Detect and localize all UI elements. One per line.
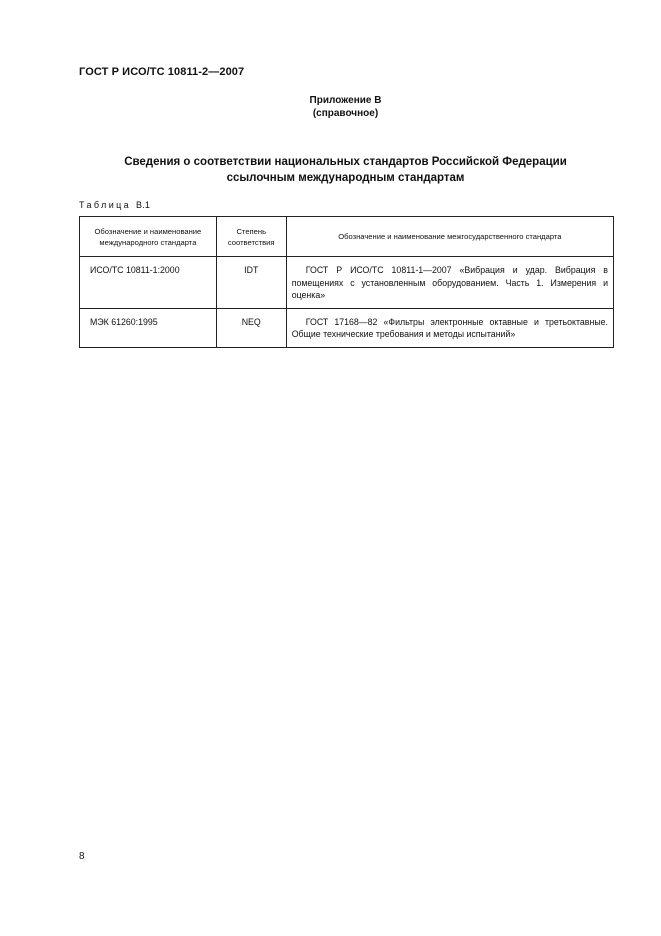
column-header-interstate xyxy=(286,217,613,257)
column-header-interstate-line-1: Обозначение и наименование межгосударственного стандарта xyxy=(338,232,562,241)
table-header-row xyxy=(80,217,614,257)
table-row xyxy=(80,308,614,347)
annex-title-line-1: Сведения о соответствии национальных стандартов Российской Федерации xyxy=(124,156,567,168)
annex-type: (справочное) xyxy=(312,108,379,119)
cell-interstate-standard: ГОСТ Р ИСО/ТС 10811-1—2007 «Вибрация и удар. Вибрация в помещениях с установленным оборудованием. Часть 1. Измерения и оценка» xyxy=(286,257,613,309)
column-header-international-line-2: международного стандарта xyxy=(99,237,197,247)
annex-title xyxy=(0,154,661,186)
table-caption-number: В.1 xyxy=(136,200,151,210)
cell-interstate-standard: ГОСТ 17168—82 «Фильтры электронные октавные и третьоктавные. Общие технические требования и методы испытаний» xyxy=(286,308,613,347)
table-caption-word: Таблица xyxy=(79,200,132,210)
page-number: 8 xyxy=(79,851,85,862)
standards-correspondence-table xyxy=(79,216,614,348)
annex-heading xyxy=(0,94,661,120)
column-header-degree xyxy=(216,217,286,257)
cell-degree-of-correspondence: NEQ xyxy=(216,308,286,347)
cell-international-standard: МЭК 61260:1995 xyxy=(80,308,217,347)
column-header-degree-line-2: соответствия xyxy=(227,237,275,247)
column-header-international-line-1: Обозначение и наименование xyxy=(94,226,202,236)
cell-international-standard: ИСО/ТС 10811-1:2000 xyxy=(80,257,217,309)
cell-degree-of-correspondence: IDT xyxy=(216,257,286,309)
table-caption xyxy=(79,200,150,210)
table-row xyxy=(80,257,614,309)
annex-title-line-2: ссылочным международным стандартам xyxy=(226,172,465,184)
column-header-international xyxy=(80,217,217,257)
column-header-degree-line-1: Степень xyxy=(236,226,267,236)
annex-label: Приложение В xyxy=(309,95,382,106)
document-header-code: ГОСТ Р ИСО/ТС 10811-2—2007 xyxy=(79,66,245,78)
